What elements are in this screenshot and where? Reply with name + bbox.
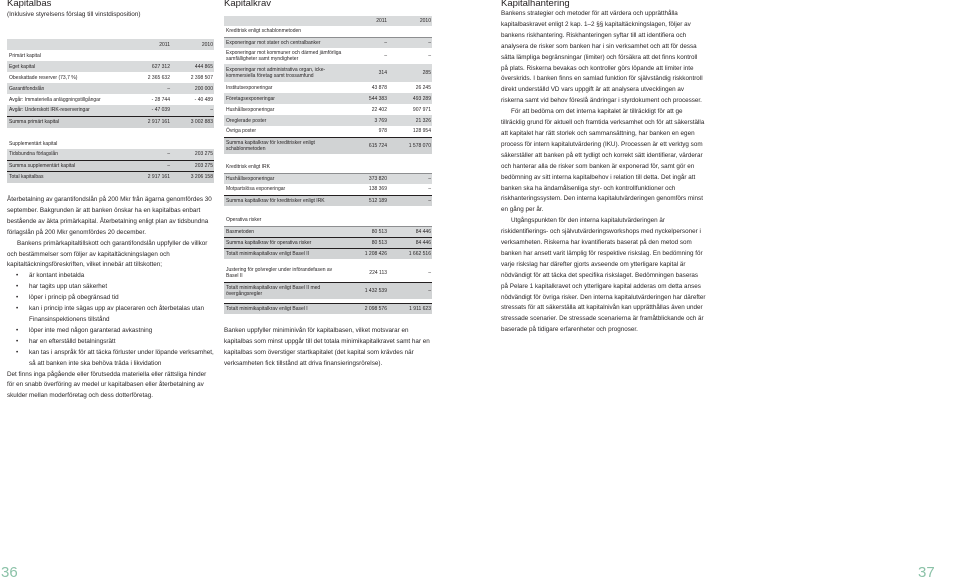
table-row: Hushållsexponeringar 22 402 907 971 xyxy=(224,104,432,115)
table-row: Övriga poster 978 128 954 xyxy=(224,126,432,137)
table-row: Hushållsexponeringar 373 820 – xyxy=(224,173,432,184)
left-column xyxy=(7,0,214,402)
table-row-total: Summa kapitalkrav för kreditrisker enligt schablonmetoden 615 724 1 578 070 xyxy=(224,137,432,154)
list-item: • är kontant inbetalda xyxy=(29,271,214,282)
page-number-left: 36 xyxy=(1,564,18,581)
list-item: • kan i princip inte sägas upp av placeraren och återbetalas utan Finansinspektionens tillstånd xyxy=(29,304,214,326)
paragraph: Utgångspunkten för den interna kapitalutvärderingen är riskidentifierings- och självutvärderingsworkshops med nyckelpersoner i verksamheten. Riskerna har kvantifierats baserat på den metod som banken har ansett varit lämplig för respektive riskslag. En bedömning för varje riskslag har därefter gjorts avseende om ytterligare kapital är nödvändigt för att täcka det specifika riskslaget. Bedömningen baseras på Pelare 1 kapitalkravet och ytterligare kapital adderas om detta anses nödvändigt för övriga risker. Den interna kapitalutvärderingen har därefter stressats för att säkerställa att kapitalnivån kan upprätthållas även under stressade scenarier. De stressade scenarierna är framåtblickande och är baserade på tidigare erfarenheter och prognoser. xyxy=(501,217,706,334)
page-number-right: 37 xyxy=(918,564,935,581)
table-header xyxy=(224,16,432,26)
table-row: Justering för golvregler under införandefasen av Basel II 224 113 – xyxy=(224,265,432,282)
kapitalkrav-table xyxy=(224,16,432,314)
table-row-total: Summa kapitalkrav för kreditrisker enligt IRK 512 189 – xyxy=(224,195,432,206)
left-subtitle: (Inklusive styrelsens förslag till vinstdisposition) xyxy=(7,11,141,18)
middle-title: Kapitalkrav xyxy=(224,0,271,9)
table-row-total: Totalt minimikapitalkrav enligt Basel II med övergångsregler 1 432 539 – xyxy=(224,282,432,299)
paragraph: För att bedöma om det interna kapitalet är tillräckligt för att ge tillräcklig grund för aktuell och framtida verksamhet och för att säkerställa att kapitalet har rätt storlek och sammansättning, har banken en egen process för intern kapitalutvärdering (IKU). Processen är ett verktyg som säkerställer att banken på ett tydligt och korrekt sätt identifierar, värderar och hanterar alla de risker som banken är exponerad för, samt gör en bedömning av sitt interna kapitalbehov i relation till detta. Det ingår att banken ska ha ändamålsenliga styr- och kontrollfunktioner och riskhanteringssystem. Den interna kapitalutvärderingen genomförs minst en gång per år. xyxy=(501,108,705,214)
paragraph: Det finns inga pågående eller förutsedda materiella eller rättsliga hinder för en snabb överföring av medel ur kapitalbasen eller återbetalning av skulder mellan moderföretag och dess dotterföretag. xyxy=(7,370,207,400)
year-2011: 2011 xyxy=(344,16,388,26)
table-row: Kreditrisk enligt schablonmetoden xyxy=(224,26,432,37)
table-header xyxy=(7,39,214,50)
year-2010: 2010 xyxy=(388,16,432,26)
table-row: Exponeringar mot administrativa organ, icke-kommersiella företag samt trossamfund 314 285 xyxy=(224,64,432,82)
list-item: • har en efterställd betalningsrätt xyxy=(29,337,214,348)
list-item: • har tagits upp utan säkerhet xyxy=(29,282,214,293)
middle-column xyxy=(224,0,432,370)
right-title: Kapitalhantering xyxy=(501,0,570,9)
year-2011: 2011 xyxy=(129,39,171,50)
table-row-total: Totalt minimikapitalkrav enligt Basel II 1 208 426 1 662 516 xyxy=(224,248,432,259)
table-row-total: Summa kapitalkrav för operativa risker 80 513 84 446 xyxy=(224,237,432,248)
table-row-total: Summa primärt kapital 2 917 161 3 002 883 xyxy=(7,116,214,128)
table-row: Tidsbundna förlagslån – 203 275 xyxy=(7,149,214,160)
list-item: • löper i princip på obegränsad tid xyxy=(29,293,214,304)
table-row: Motpartslösa exponeringar 138 369 – xyxy=(224,184,432,195)
table-row: Exponeringar mot kommuner och därmed jämförliga samfälligheter samt myndigheter – – xyxy=(226,50,431,62)
kapitalbas-table xyxy=(7,39,214,183)
table-row: Exponeringar mot stater och centralbanker – – xyxy=(224,37,432,48)
table-row-total: Totalt minimikapitalkrav enligt Basel I 2 098 576 1 911 623 xyxy=(224,303,432,314)
table-row: Garantifondslån – 200 000 xyxy=(7,83,214,94)
table-row: Obeskattade reserver (73,7 %) 2 365 632 2 398 507 xyxy=(7,72,214,83)
year-2010: 2010 xyxy=(171,39,214,50)
table-row: Kreditrisk enligt IRK xyxy=(224,162,432,173)
paragraph: Återbetalning av garantifondslån på 200 Mkr från ägarna genomfördes 30 september. Bakgrunden är att banken önskar ha en kapitalbas enbart bestående av äkta primärkapital. Återbetalning enligt plan av tidsbundna förlagslån på 200 Mkr genomfördes 20 december. xyxy=(7,196,212,236)
table-row: Institutsexponeringar 43 878 26 245 xyxy=(224,82,432,93)
paragraph: Banken uppfyller miniminivån för kapitalbasen, vilket motsvarar en kapitalbas som minst uppgår till det totala minimikapitalkravet samt har en kapitalbas som överstiger startkapitalet (det kapital som krävdes när verksamheten fick tillstånd att driva finansieringsrörelse). xyxy=(224,327,430,367)
right-column xyxy=(501,0,706,336)
table-row: Primärt kapital xyxy=(7,50,214,61)
table-row: Eget kapital 627 312 444 865 xyxy=(7,61,214,72)
left-title: Kapitalbas xyxy=(7,0,52,9)
right-body-text xyxy=(501,9,706,336)
table-row: Företagsexponeringar 544 383 493 289 xyxy=(224,93,432,104)
bullet-list xyxy=(7,271,214,369)
paragraph: Bankens strategier och metoder för att värdera och upprätthålla kapitalbaskravet enligt 2 kap. 1–2 §§ kapitaltäckningslagen, följer av bankens riskhantering. Riskhanteringen syftar till att identifiera och analysera de risker som banken har i sin verksamhet och att för dessa sätta lämpliga begränsningar (limiter) och försäkra att det finns kontroll på plats. Riskerna bevakas och kontroller görs löpande att limiter inte överskrids. I banken finns en samlad funktion för självständig riskkontroll direkt underställd VD vars uppgift är att analysera utvecklingen av riskerna samt vid behov föreslå ändringar i styrdokument och processer. xyxy=(501,10,703,105)
table-row: Avgår: Immateriella anläggningstillgångar - 28 744 - 40 489 xyxy=(7,94,214,105)
list-item: • löper inte med någon garanterad avkastning xyxy=(29,326,214,337)
middle-body-text xyxy=(224,326,432,370)
table-row-total: Total kapitalbas 2 917 161 3 206 158 xyxy=(7,171,214,183)
list-item: • kan tas i anspråk för att täcka förluster under löpande verksamhet, så att banken inte ska behöva träda i likvidation xyxy=(29,348,214,370)
paragraph: Bankens primärkapitaltillskott och garantifondslån uppfyller de villkor och bestämmelser som följer av kapitaltäckningslagen och kapitaltäckningsföreskriften, vilket innebär att tillskotten; xyxy=(7,239,208,269)
table-row: Operativa risker xyxy=(224,215,432,226)
table-row: Supplementärt kapital xyxy=(7,138,214,149)
left-body-text xyxy=(7,195,214,402)
table-row: Avgår: Underskott IRK-reserveringar - 47 039 – xyxy=(7,105,214,116)
table-row: Basmetoden 80 513 84 446 xyxy=(224,226,432,237)
table-row-total: Summa supplementärt kapital – 203 275 xyxy=(7,160,214,171)
table-row: Oreglerade poster 3 769 21 326 xyxy=(224,115,432,126)
